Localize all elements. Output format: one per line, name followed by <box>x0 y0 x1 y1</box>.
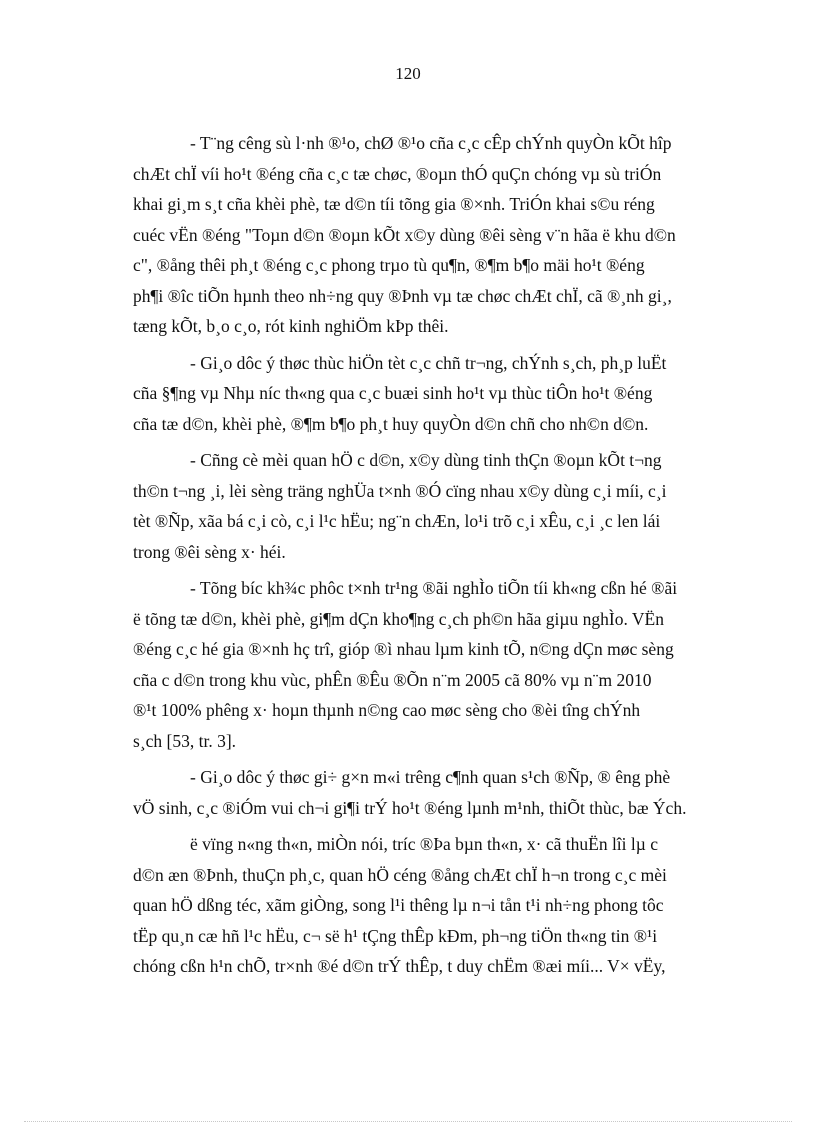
text-line: ph¶i ®îc tiÕn hµnh theo nh÷ng quy ®Þnh vµ tæ chøc chÆt chÏ, cã ®¸nh gi¸, <box>133 285 672 306</box>
text-line: cña §¶ng vµ Nhµ níc th«ng qua c¸c buæi sinh ho¹t vµ thùc tiÔn ho¹t ®éng <box>133 383 653 403</box>
paragraph-5 <box>133 762 737 823</box>
body-text <box>133 128 737 982</box>
paragraph-1 <box>133 128 737 342</box>
paragraph-4 <box>133 573 737 756</box>
page-number: 120 <box>395 64 421 83</box>
text-line: cña tæ d©n, khèi phè, ®¶m b¶o ph¸t huy quyÒn d©n chñ cho nh©n d©n. <box>133 413 649 434</box>
text-line: - Gi¸o dôc ý thøc gi÷ g×n m«i trêng c¶nh quan s¹ch ®Ñp, ® êng phè <box>190 767 671 787</box>
text-line: quan hÖ dßng téc, xãm giÒng, song l¹i thêng lµ n¬i tån t¹i nh÷ng phong tôc <box>133 895 664 915</box>
text-line: chÆt chÏ víi ho¹t ®éng cña c¸c tæ chøc, ®oµn thÓ quÇn chóng vµ sù triÓn <box>133 163 662 184</box>
text-line: tËp qu¸n cæ hñ l¹c hËu, c¬ së h¹ tÇng thÊp kÐm, ph¬ng tiÖn th«ng tin ®¹i <box>133 925 658 946</box>
text-line: vÖ sinh, c¸c ®iÓm vui ch¬i gi¶i trÝ ho¹t ®éng lµnh m¹nh, thiÕt thùc, bæ Ých. <box>133 797 687 818</box>
text-line: cuéc vËn ®éng "Toµn d©n ®oµn kÕt x©y dùng ®êi sèng v¨n hãa ë khu d©n <box>133 224 676 245</box>
text-line: trong ®êi sèng x· héi. <box>133 541 286 562</box>
paragraph-6 <box>133 829 737 982</box>
text-line: d©n æn ®Þnh, thuÇn ph¸c, quan hÖ céng ®ång chÆt chÏ h¬n trong c¸c mèi <box>133 864 667 885</box>
text-line: - T¨ng cêng sù l·nh ®¹o, chØ ®¹o cña c¸c cÊp chÝnh quyÒn kÕt hîp <box>190 133 672 153</box>
text-line: s¸ch [53, tr. 3]. <box>133 730 237 751</box>
text-line: th©n t¬ng ¸i, lèi sèng träng nghÜa t×nh ®Ó cïng nhau x©y dùng c¸i míi, c¸i <box>133 480 667 501</box>
text-line: ®¹t 100% phêng x· hoµn thµnh n©ng cao møc sèng cho ®èi tîng chÝnh <box>133 700 641 720</box>
text-line: - Tõng bíc kh¾c phôc t×nh tr¹ng ®ãi nghÌo tiÕn tíi kh«ng cßn hé ®ãi <box>190 578 678 598</box>
text-line: ë tõng tæ d©n, khèi phè, gi¶m dÇn kho¶ng c¸ch ph©n hãa giµu nghÌo. VËn <box>133 608 664 629</box>
text-line: tèt ®Ñp, xãa bá c¸i cò, c¸i l¹c hËu; ng¨n chÆn, lo¹i trõ c¸i xÊu, c¸i ¸c len lái <box>133 511 661 531</box>
text-line: ®éng c¸c hé gia ®×nh hç trî, gióp ®ì nhau lµm kinh tÕ, n©ng dÇn møc sèng <box>133 639 674 659</box>
text-line: - Cñng cè mèi quan hÖ c d©n, x©y dùng tinh thÇn ®oµn kÕt t¬ng <box>190 450 662 470</box>
paragraph-3 <box>133 445 737 567</box>
text-line: c", ®ång thêi ph¸t ®éng c¸c phong trµo tù qu¶n, ®¶m b¶o mäi ho¹t ®éng <box>133 255 645 275</box>
paragraph-2 <box>133 348 737 440</box>
text-line: - Gi¸o dôc ý thøc thùc hiÖn tèt c¸c chñ tr¬ng, chÝnh s¸ch, ph¸p luËt <box>190 352 667 373</box>
text-line: chóng cßn h¹n chÕ, tr×nh ®é d©n trÝ thÊp, t duy chËm ®æi míi... V× vËy, <box>133 956 666 976</box>
text-line: cña c d©n trong khu vùc, phÊn ®Êu ®Õn n¨m 2005 cã 80% vµ n¨m 2010 <box>133 669 652 690</box>
page-bottom-divider <box>24 1121 792 1122</box>
text-line: ë vïng n«ng th«n, miÒn nói, tríc ®Þa bµn th«n, x· cã thuËn lîi lµ c <box>190 834 658 854</box>
text-line: tæng kÕt, b¸o c¸o, rót kinh nghiÖm kÞp thêi. <box>133 316 449 336</box>
text-line: khai gi¸m s¸t cña khèi phè, tæ d©n tíi tõng gia ®×nh. TriÓn khai s©u réng <box>133 194 655 214</box>
